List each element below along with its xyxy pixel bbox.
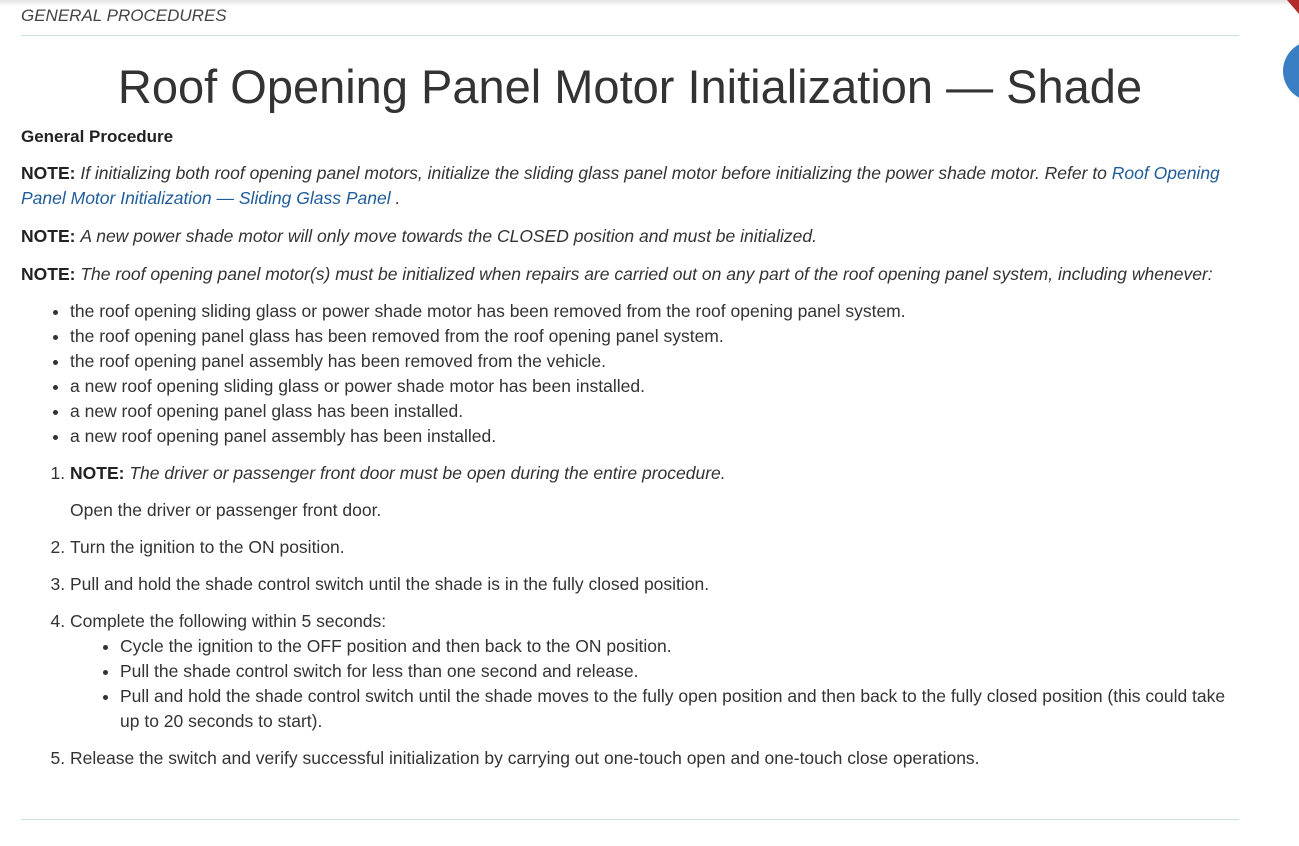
note-3 [21, 262, 1239, 287]
sliding-glass-procedure-link[interactable]: Roof Opening Panel Motor Initialization — Sliding Glass Panel [21, 163, 1220, 208]
note-label: NOTE: [70, 463, 125, 483]
list-item: • a new roof opening panel glass has been installed. [70, 399, 1239, 424]
document-content [21, 0, 1239, 783]
list-item: • a new roof opening sliding glass or power shade motor has been installed. [70, 374, 1239, 399]
note-1 [21, 161, 1239, 211]
note-2 [21, 224, 1239, 249]
floating-action-button[interactable] [1283, 41, 1299, 101]
step-2: 2. Turn the ignition to the ON position. [70, 535, 1239, 560]
step-1-text: Open the driver or passenger front door. [70, 500, 382, 520]
list-item: • Cycle the ignition to the OFF position and then back to the ON position. [120, 634, 1239, 659]
note-label: NOTE: [21, 226, 76, 246]
step-1-note [70, 461, 1239, 486]
note-label: NOTE: [21, 163, 76, 183]
note-text: If initializing both roof opening panel motors, initialize the sliding glass panel motor before initializing the power shade motor. Refer to [80, 163, 1107, 183]
procedure-steps [21, 461, 1239, 771]
list-item: • Pull the shade control switch for less than one second and release. [120, 659, 1239, 684]
step-4 [70, 609, 1239, 734]
step-1 [70, 461, 1239, 523]
list-item: • a new roof opening panel assembly has been installed. [70, 424, 1239, 449]
list-item: • the roof opening sliding glass or power shade motor has been removed from the roof opening panel system. [70, 299, 1239, 324]
note-text: A new power shade motor will only move towards the CLOSED position and must be initialized. [80, 226, 817, 246]
procedure-subheading: General Procedure [21, 127, 174, 146]
list-item: • the roof opening panel glass has been removed from the roof opening panel system. [70, 324, 1239, 349]
bottom-divider [21, 819, 1239, 820]
conditions-list [21, 299, 1239, 449]
section-label: GENERAL PROCEDURES [21, 6, 1239, 36]
step-3: 3. Pull and hold the shade control switch until the shade is in the fully closed position. [70, 572, 1239, 597]
page-title: Roof Opening Panel Motor Initialization — Shade [117, 60, 1143, 113]
step-5: 5. Release the switch and verify successful initialization by carrying out one-touch open and one-touch close operations. [70, 746, 1239, 771]
note-text: The roof opening panel motor(s) must be initialized when repairs are carried out on any part of the roof opening panel system, including whenever: [80, 264, 1213, 284]
note-text: The driver or passenger front door must be open during the entire procedure. [129, 463, 726, 483]
step-4-text: 4. Complete the following within 5 seconds: [70, 611, 387, 631]
list-item: • the roof opening panel assembly has been removed from the vehicle. [70, 349, 1239, 374]
corner-marker [1287, 0, 1299, 14]
note-suffix: . [395, 188, 401, 208]
step-4-substeps [70, 634, 1239, 734]
list-item: • Pull and hold the shade control switch until the shade moves to the fully open position and then back to the fully closed position (this could take up to 20 seconds to start). [120, 684, 1239, 734]
note-label: NOTE: [21, 264, 76, 284]
